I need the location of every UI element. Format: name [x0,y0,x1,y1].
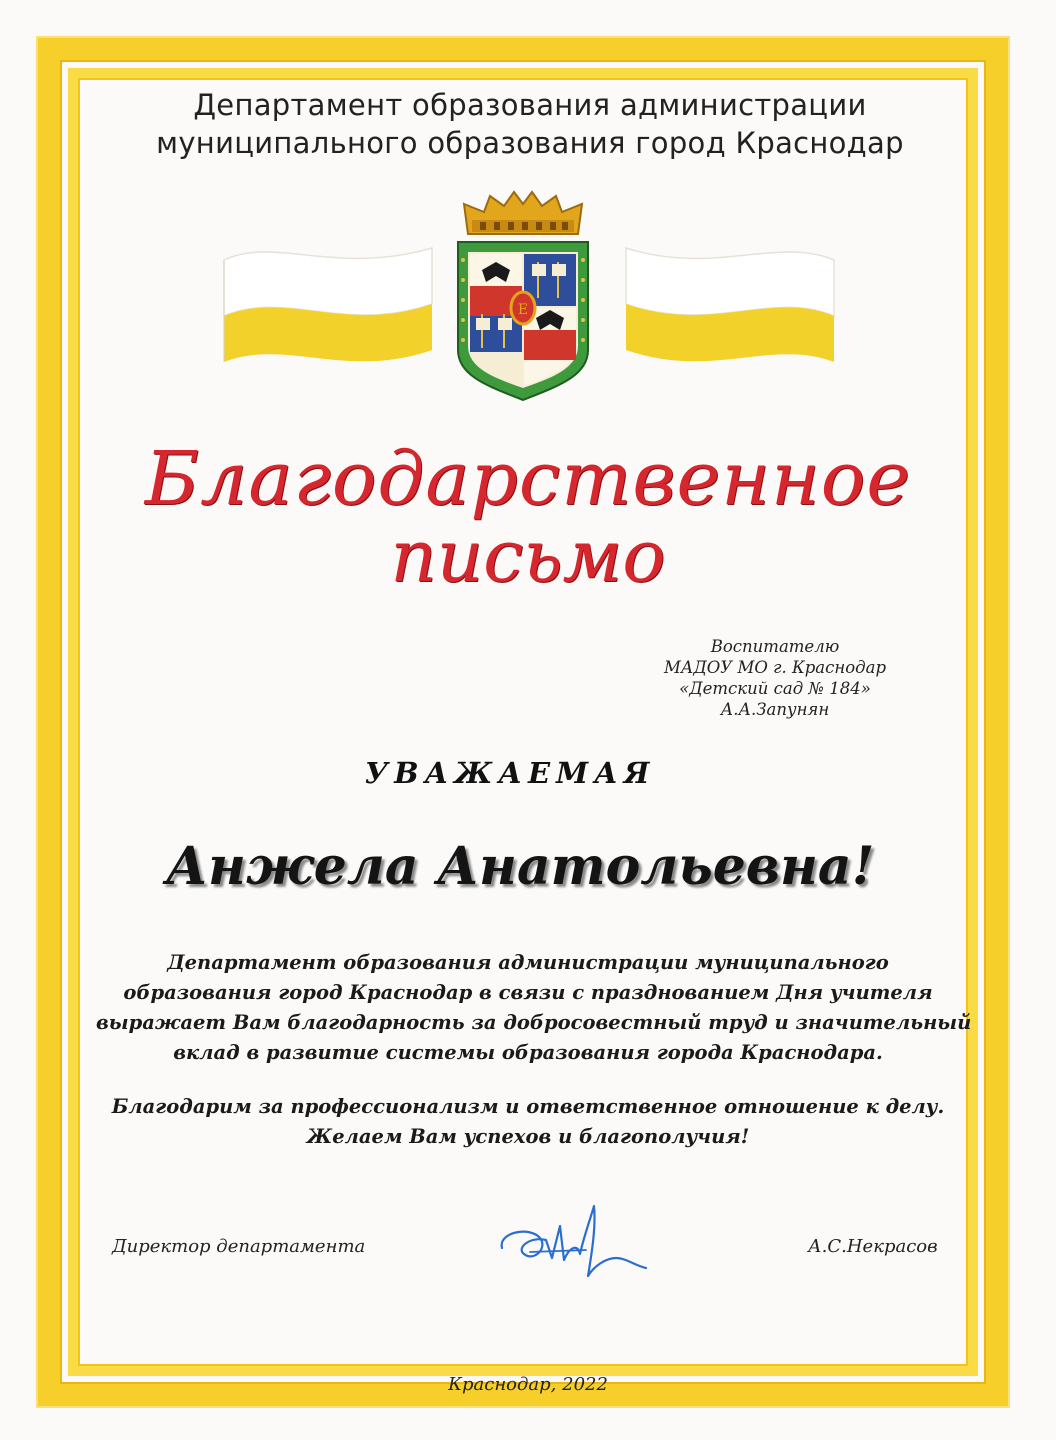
addressee-block [620,636,930,720]
closing-line: Желаем Вам успехов и благополучия! [306,1125,750,1148]
addressee-line-1: Воспитателю [710,637,840,656]
title-line-2: письмо [390,514,666,598]
addressee-line-3: «Детский сад № 184» [679,679,871,698]
header-line-2: муниципального образования город Краснодар [156,126,904,160]
title-line-1: Благодарственное [144,436,912,522]
addressee-line-4: А.А.Запунян [720,700,830,719]
greeting: УВАЖАЕМАЯ [364,756,656,790]
closing-paragraph [96,1092,960,1152]
signatory-role: Директор департамента [112,1236,366,1257]
issuer-header [120,86,940,162]
body-line: Департамент образования администрации муниципального [167,951,889,974]
closing-line: Благодарим за профессионализм и ответственное отношение к делу. [111,1095,945,1118]
body-line: выражает Вам благодарность за добросовестный труд и значительный [96,1011,972,1034]
document-title [100,434,956,598]
body-line: образования город Краснодар в связи с празднованием Дня учителя [123,981,933,1004]
header-line-1: Департамент образования администрации [193,88,867,122]
svg-text:E: E [517,302,529,318]
handwritten-signature-icon [490,1196,650,1292]
body-line: вклад в развитие системы образования города Краснодара. [173,1041,883,1064]
krasnodar-coat-of-arms-icon [454,190,592,402]
kuban-flag-right-icon [618,234,842,374]
recipient-name: Анжела Анатольевна! [165,836,875,897]
signatory-name: А.С.Некрасов [808,1236,938,1257]
body-paragraph [96,948,972,1068]
kuban-flag-left-icon [216,234,440,374]
place-and-year: Краснодар, 2022 [448,1374,608,1395]
addressee-line-2: МАДОУ МО г. Краснодар [663,658,887,677]
